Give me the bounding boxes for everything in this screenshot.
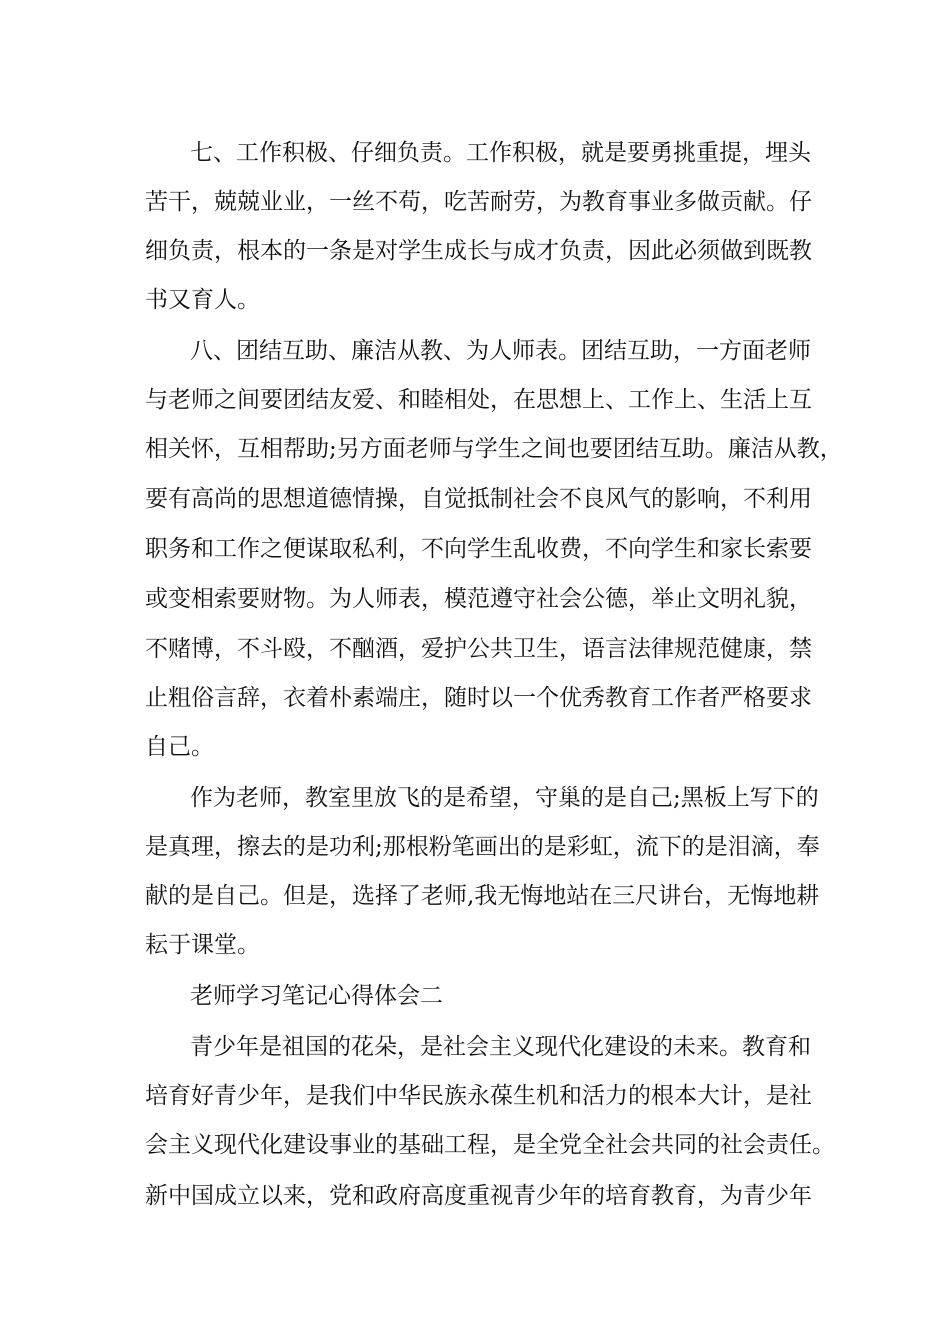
text-line: 培育好青少年，是我们中华民族永葆生机和活力的根本大计，是社 [145, 1083, 812, 1109]
text-line: 不赌博，不斗殴，不酗酒，爱护公共卫生，语言法律规范健康，禁 [145, 636, 812, 662]
text-line: 与老师之间要团结友爱、和睦相处，在思想上、工作上、生活上互 [145, 387, 812, 413]
text-line: 苦干，兢兢业业，一丝不苟，吃苦耐劳，为教育事业多做贡献。仔 [145, 189, 812, 215]
text-line: 作为老师，教室里放飞的是希望，守巢的是自己;黑板上写下的 [190, 785, 819, 811]
text-line: 细负责，根本的一条是对学生成长与成才负责，因此必须做到既教 [145, 238, 812, 264]
text-line: 会主义现代化建设事业的基础工程，是全党全社会共同的社会责任。 [145, 1132, 835, 1158]
text-line: 耘于课堂。 [145, 932, 260, 958]
text-line: 止粗俗言辞，衣着朴素端庄，随时以一个优秀教育工作者严格要求 [145, 685, 812, 711]
text-line: 自己。 [145, 734, 214, 760]
text-line: 献的是自己。但是，选择了老师,我无悔地站在三尺讲台，无悔地耕 [145, 883, 820, 909]
text-line: 青少年是祖国的花朵，是社会主义现代化建设的未来。教育和 [190, 1034, 811, 1060]
text-line: 新中国成立以来，党和政府高度重视青少年的培育教育，为青少年 [145, 1183, 812, 1209]
text-line: 相关怀，互相帮助;另方面老师与学生之间也要团结互助。廉洁从教， [145, 436, 843, 462]
text-line: 八、团结互助、廉洁从教、为人师表。团结互助，一方面老师 [190, 338, 811, 364]
text-line: 职务和工作之便谋取私利，不向学生乱收费，不向学生和家长索要 [145, 536, 812, 562]
text-line: 书又育人。 [145, 287, 260, 313]
text-line: 是真理，擦去的是功利;那根粉笔画出的是彩虹，流下的是泪滴，奉 [145, 834, 820, 860]
text-line: 七、工作积极、仔细负责。工作积极，就是要勇挑重提，埋头 [190, 140, 811, 166]
text-line: 要有高尚的思想道德情操，自觉抵制社会不良风气的影响，不利用 [145, 486, 812, 512]
text-line: 或变相索要财物。为人师表，模范遵守社会公德，举止文明礼貌， [145, 586, 812, 612]
section-heading: 老师学习笔记心得体会二 [190, 983, 443, 1009]
